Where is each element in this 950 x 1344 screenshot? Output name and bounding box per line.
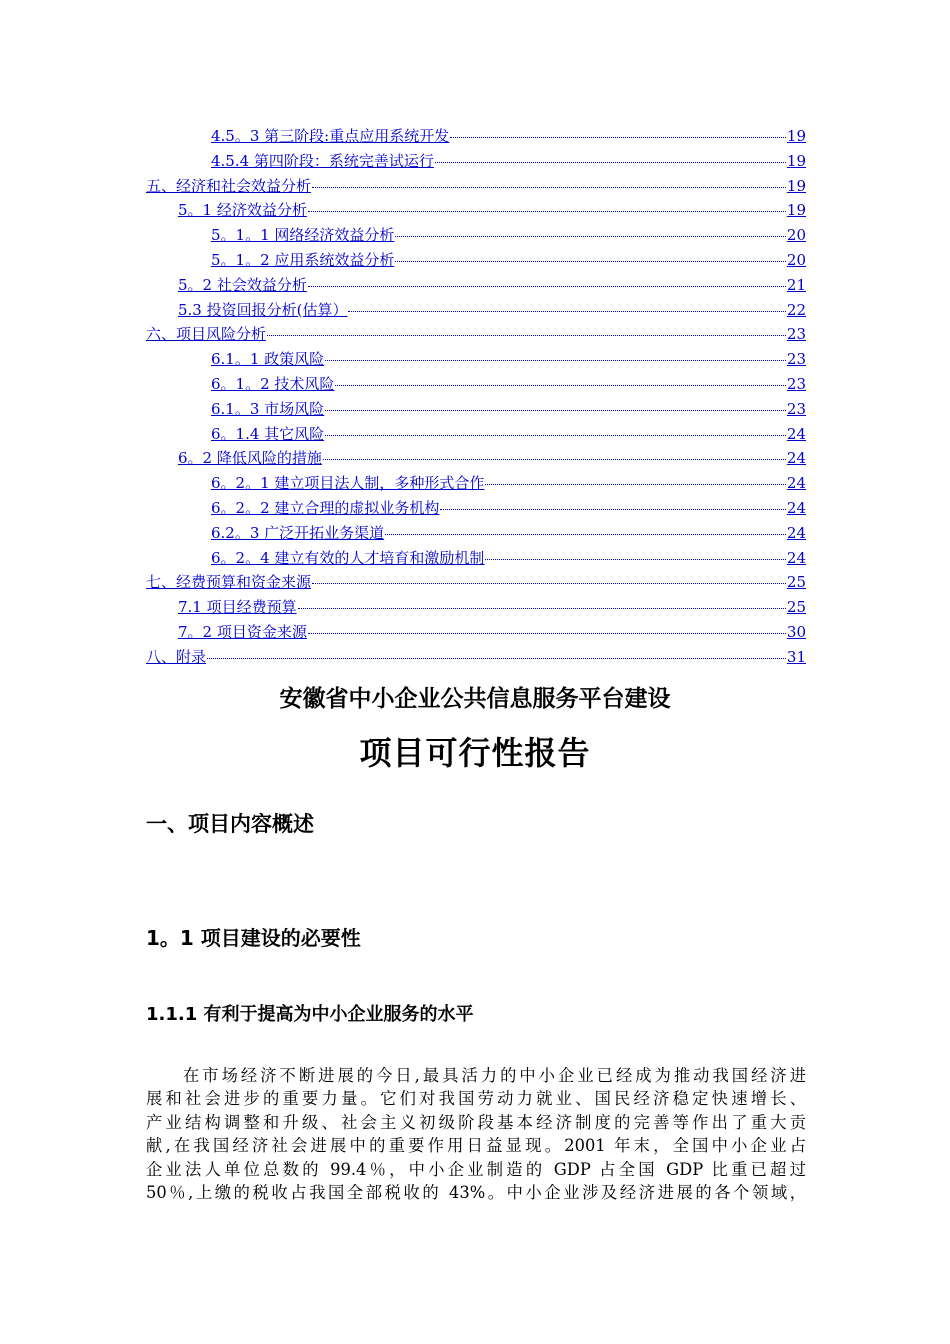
toc-entry[interactable] [146, 298, 806, 323]
toc-leader-dots [440, 495, 786, 510]
paragraph-line: 献,在我国经济社会进展中的重要作用日益显现。2001 年末，全国中小企业占 [146, 1136, 806, 1156]
section-heading: 一、项目内容概述 [146, 812, 314, 836]
toc-entry-label: 4.5.4 第四阶段：系统完善试运行 [211, 151, 434, 170]
toc-entry[interactable] [146, 273, 806, 298]
paragraph-line: 在市场经济不断进展的今日,最具活力的中小企业已经成为推动我国经济进 [183, 1066, 806, 1085]
toc-entry-label: 6.1。1 政策风险 [211, 350, 325, 369]
toc-leader-dots [450, 123, 786, 138]
toc-entry[interactable] [146, 223, 806, 248]
toc-entry-page: 21 [786, 275, 806, 294]
toc-entry-label: 七、经费预算和资金来源 [146, 573, 312, 592]
paragraph-line: 50％,上缴的税收占我国全部税收的 43%。中小企业涉及经济进展的各个领域， [146, 1183, 806, 1203]
paragraph-line: 企业法人单位总数的 99.4％，中小企业制造的 GDP 占全国 GDP 比重已超过 [146, 1159, 806, 1179]
toc-entry[interactable] [146, 347, 806, 372]
toc-entry[interactable] [146, 248, 806, 273]
toc-leader-dots [312, 569, 786, 584]
toc-leader-dots [325, 396, 786, 411]
paragraph-line: 产业结构调整和升级、社会主义初级阶段基本经济制度的完善等作出了重大贡 [146, 1112, 806, 1132]
toc-entry-label: 7.1 项目经费预算 [178, 598, 297, 617]
toc-entry[interactable] [146, 149, 806, 174]
toc-leader-dots [325, 421, 786, 436]
toc-entry-page: 20 [786, 250, 806, 269]
toc-leader-dots [335, 371, 786, 386]
toc-entry-label: 6。1.4 其它风险 [211, 424, 325, 443]
toc-entry-label: 6。2。4 建立有效的人才培育和激励机制 [211, 548, 485, 567]
toc-entry-page: 23 [786, 325, 806, 344]
toc-entry[interactable] [146, 372, 806, 397]
toc-entry-page: 24 [786, 498, 806, 517]
body-paragraph [146, 1064, 806, 1204]
subsubsection-heading: 1.1.1 有利于提高为中小企业服务的水平 [146, 1004, 474, 1025]
toc-entry[interactable] [146, 198, 806, 223]
toc-entry[interactable] [146, 124, 806, 149]
toc-leader-dots [267, 321, 786, 336]
toc-entry-label: 六、项目风险分析 [146, 325, 267, 344]
toc-entry-label: 6。1。2 技术风险 [211, 374, 335, 393]
toc-leader-dots [325, 346, 786, 361]
toc-leader-dots [435, 148, 786, 163]
document-title-line2: 项目可行性报告 [359, 734, 591, 772]
toc-leader-dots [308, 619, 786, 634]
toc-entry-page: 24 [786, 523, 806, 542]
paragraph-line: 展和社会进步的重要力量。它们对我国劳动力就业、国民经济稳定快速增长、 [146, 1089, 806, 1109]
toc-entry-page: 23 [786, 399, 806, 418]
toc-leader-dots [485, 545, 786, 560]
toc-entry-page: 23 [786, 374, 806, 393]
toc-entry[interactable] [146, 645, 806, 670]
toc-entry-label: 5。1。1 网络经济效益分析 [211, 226, 395, 245]
toc-entry-page: 25 [786, 573, 806, 592]
toc-leader-dots [207, 644, 786, 659]
toc-entry[interactable] [146, 174, 806, 199]
toc-entry[interactable] [146, 397, 806, 422]
toc-entry[interactable] [146, 446, 806, 471]
toc-entry-label: 五、经济和社会效益分析 [146, 176, 312, 195]
toc-entry-page: 24 [786, 474, 806, 493]
toc-entry-page: 22 [786, 300, 806, 319]
toc-entry[interactable] [146, 620, 806, 645]
toc-leader-dots [348, 297, 785, 312]
toc-leader-dots [312, 173, 786, 188]
toc-entry-label: 6。2。1 建立项目法人制，多种形式合作 [211, 474, 485, 493]
toc-entry-label: 7。2 项目资金来源 [178, 622, 307, 641]
table-of-contents [146, 124, 806, 670]
toc-entry-page: 24 [786, 548, 806, 567]
document-title-line1: 安徽省中小企业公共信息服务平台建设 [279, 685, 671, 712]
toc-leader-dots [485, 470, 786, 485]
toc-entry-label: 6。2 降低风险的措施 [178, 449, 322, 468]
toc-entry-label: 5。1 经济效益分析 [178, 201, 307, 220]
toc-entry-label: 5.3 投资回报分析(估算） [178, 300, 348, 319]
toc-entry[interactable] [146, 422, 806, 447]
toc-entry[interactable] [146, 322, 806, 347]
toc-entry-page: 24 [786, 449, 806, 468]
toc-entry[interactable] [146, 496, 806, 521]
toc-entry-page: 19 [786, 201, 806, 220]
toc-entry[interactable] [146, 570, 806, 595]
toc-entry-page: 23 [786, 350, 806, 369]
toc-leader-dots [308, 272, 786, 287]
toc-leader-dots [323, 445, 786, 460]
toc-entry[interactable] [146, 471, 806, 496]
toc-entry-label: 5。1。2 应用系统效益分析 [211, 250, 395, 269]
toc-entry-label: 八、附录 [146, 647, 207, 666]
toc-leader-dots [395, 247, 786, 262]
toc-entry-label: 5。2 社会效益分析 [178, 275, 307, 294]
toc-entry-page: 25 [786, 598, 806, 617]
toc-leader-dots [298, 594, 786, 609]
subsection-heading: 1。1 项目建设的必要性 [146, 926, 361, 950]
toc-entry-page: 19 [786, 127, 806, 145]
toc-entry[interactable] [146, 521, 806, 546]
toc-entry-page: 19 [786, 151, 806, 170]
toc-leader-dots [385, 520, 786, 535]
toc-entry-page: 19 [786, 176, 806, 195]
toc-entry-page: 20 [786, 226, 806, 245]
toc-entry[interactable] [146, 595, 806, 620]
toc-entry[interactable] [146, 546, 806, 571]
toc-leader-dots [308, 197, 786, 212]
toc-entry-label: 6。2。2 建立合理的虚拟业务机构 [211, 498, 440, 517]
toc-entry-label: 6.2。3 广泛开拓业务渠道 [211, 523, 385, 542]
toc-entry-page: 24 [786, 424, 806, 443]
toc-entry-page: 31 [786, 647, 806, 666]
toc-entry-label: 4.5。3 第三阶段:重点应用系统开发 [211, 127, 450, 145]
toc-entry-label: 6.1。3 市场风险 [211, 399, 325, 418]
toc-entry-page: 30 [786, 622, 806, 641]
toc-leader-dots [395, 222, 786, 237]
